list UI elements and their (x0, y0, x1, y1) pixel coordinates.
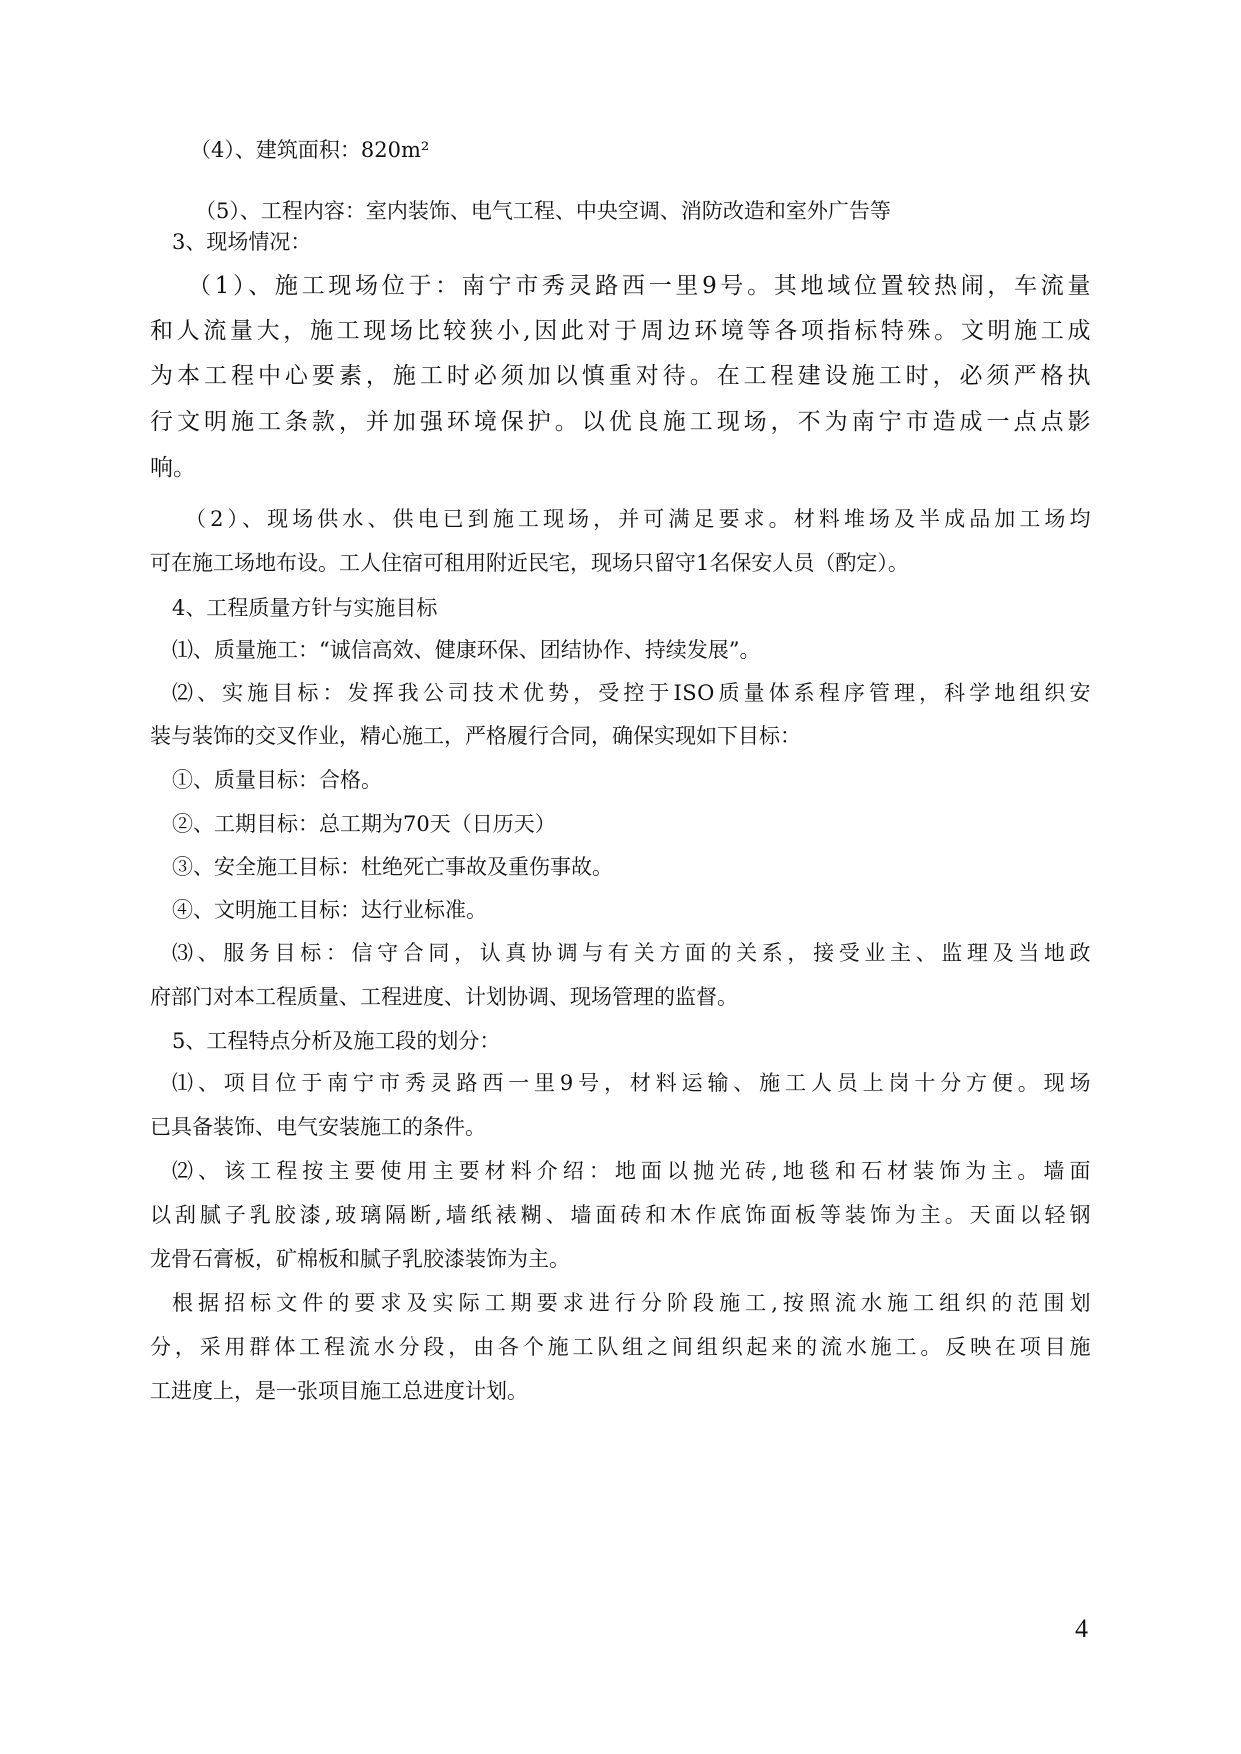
text-line: 装与装饰的交叉作业，精心施工，严格履行合同，确保实现如下目标： (150, 724, 801, 748)
section-heading: 3、现场情况： (172, 230, 312, 254)
text-line: 工进度上，是一张项目施工总进度计划。 (150, 1379, 528, 1403)
text-line: ②、工期目标：总工期为70天（日历天） (172, 812, 556, 836)
text-line: 可在施工场地布设。工人住宿可租用附近民宅，现场只留守1名保安人员（酌定）。 (150, 551, 909, 575)
section-heading: 4、工程质量方针与实施目标 (172, 596, 438, 620)
text-line: 已具备装饰、电气安装施工的条件。 (150, 1115, 486, 1139)
text-line: 以刮腻子乳胶漆,玻璃隔断,墙纸裱糊、墙面砖和木作底饰面板等装饰为主。天面以轻钢 (150, 1203, 1091, 1227)
page-number: 4 (1075, 1614, 1088, 1643)
text-line: 根据招标文件的要求及实际工期要求进行分阶段施工,按照流水施工组织的范围划 (172, 1291, 1091, 1315)
text-line: ①、质量目标：合格。 (172, 768, 382, 792)
text-line: （2）、现场供水、供电已到施工现场，并可满足要求。材料堆场及半成品加工场均 (185, 507, 1091, 531)
text-line: ④、文明施工目标：达行业标准。 (172, 898, 487, 922)
text-line: ⑵、实施目标：发挥我公司技术优势，受控于ISO质量体系程序管理，科学地组织安 (172, 681, 1091, 705)
text-line: ⑵、该工程按主要使用主要材料介绍：地面以抛光砖,地毯和石材装饰为主。墙面 (172, 1159, 1091, 1183)
text-line: ⑴、质量施工：“诚信高效、健康环保、团结协作、持续发展”。 (172, 638, 761, 662)
text-line: 龙骨石膏板，矿棉板和腻子乳胶漆装饰为主。 (150, 1247, 570, 1271)
text-line: 分，采用群体工程流水分段，由各个施工队组之间组织起来的流水施工。反映在项目施 (150, 1335, 1091, 1359)
text-line: 和人流量大，施工现场比较狭小,因此对于周边环境等各项指标特殊。文明施工成 (150, 318, 1091, 344)
text-line: ⑶、服务目标：信守合同，认真协调与有关方面的关系，接受业主、监理及当地政 (172, 941, 1091, 965)
text-line: ③、安全施工目标：杜绝死亡事故及重伤事故。 (172, 855, 613, 879)
text-line: （4）、建筑面积：820m² (190, 138, 430, 162)
text-line: 行文明施工条款，并加强环境保护。以优良施工现场，不为南宁市造成一点点影 (150, 409, 1091, 435)
text-line: 府部门对本工程质量、工程进度、计划协调、现场管理的监督。 (150, 985, 738, 1009)
text-line: （5）、工程内容：室内装饰、电气工程、中央空调、消防改造和室外广告等 (195, 199, 891, 223)
text-line: （1）、施工现场位于：南宁市秀灵路西一里9号。其地域位置较热闹，车流量 (188, 273, 1091, 299)
text-line: 为本工程中心要素，施工时必须加以慎重对待。在工程建设施工时，必须严格执 (150, 363, 1091, 389)
text-line: ⑴、项目位于南宁市秀灵路西一里9号，材料运输、施工人员上岗十分方便。现场 (172, 1071, 1091, 1095)
text-line: 响。 (150, 455, 196, 481)
section-heading: 5、工程特点分析及施工段的划分： (172, 1029, 501, 1053)
